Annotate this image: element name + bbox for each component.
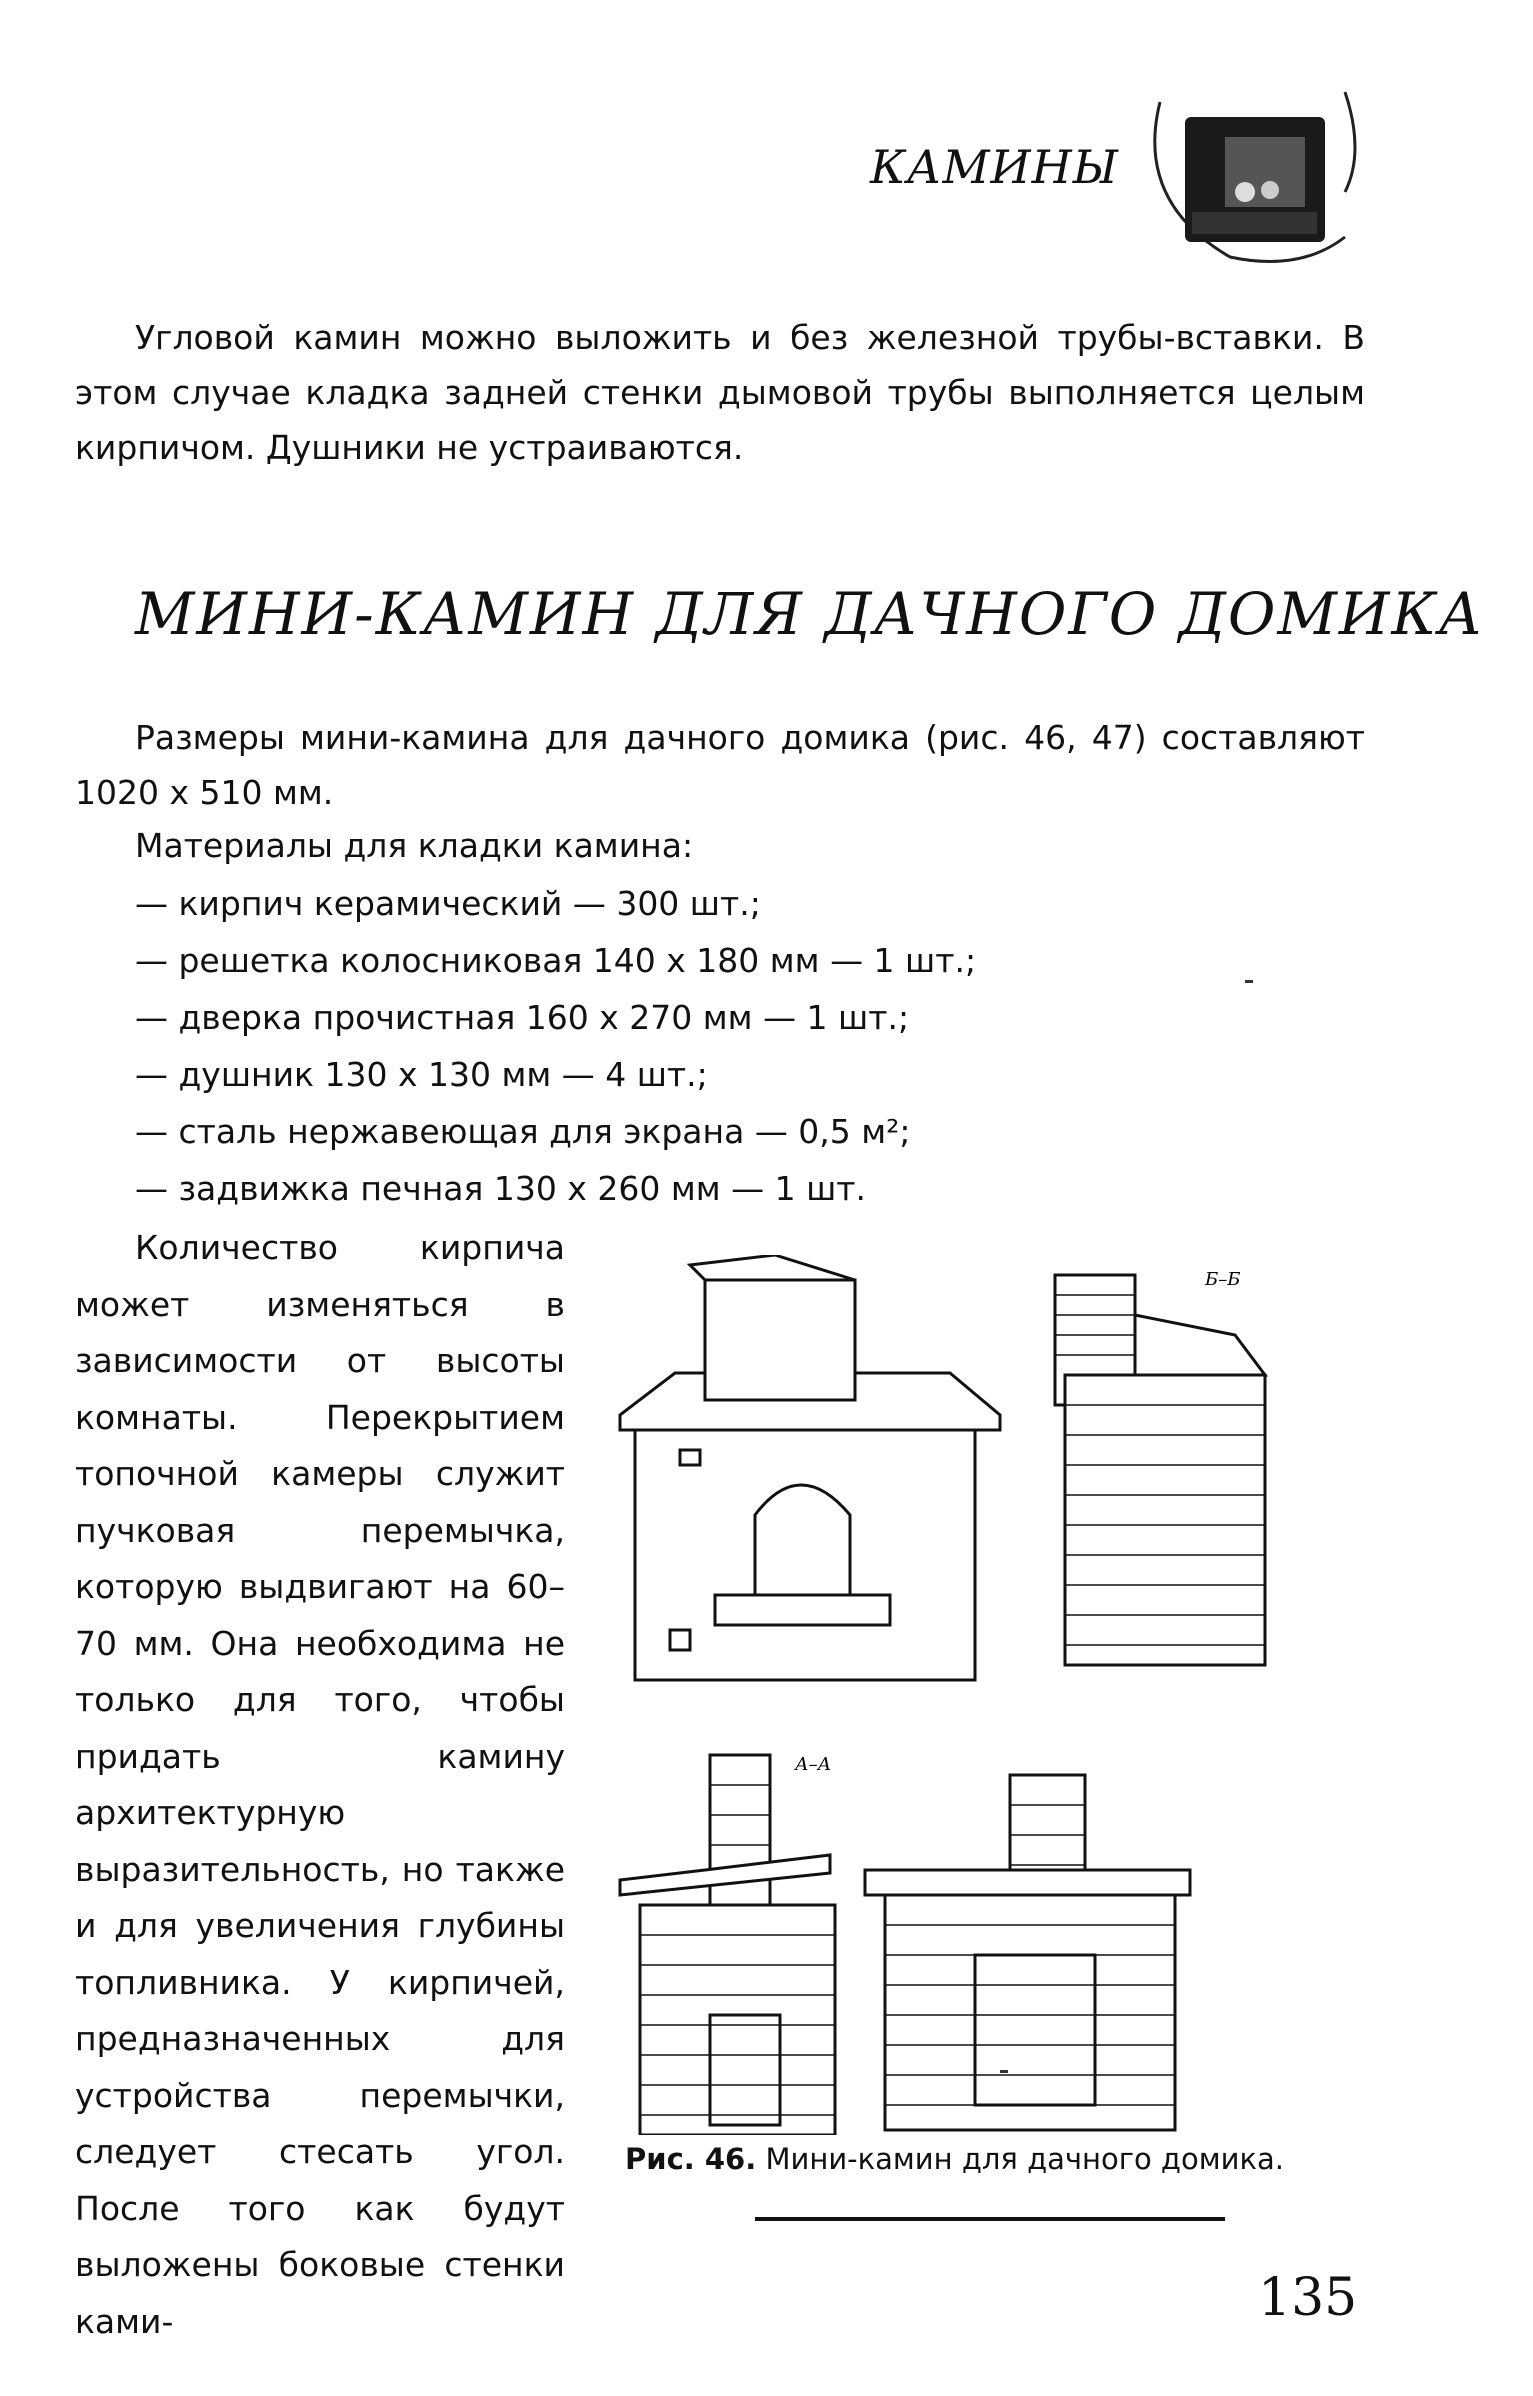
list-item: — сталь нержавеющая для экрана — 0,5 м²; (135, 1112, 911, 1151)
running-header: КАМИНЫ (870, 140, 1120, 194)
materials-heading: Материалы для кладки камина: (135, 826, 694, 865)
list-item: — задвижка печная 130 x 260 мм — 1 шт. (135, 1169, 866, 1208)
intro-paragraph: Угловой камин можно выложить и без железной трубы-вставки. В этом случае кладка задней стенки дымовой трубы выполняется целым кирпичом. Душники не устраиваются. (75, 318, 1365, 467)
print-speck (1245, 980, 1253, 983)
print-speck (1000, 2070, 1008, 2073)
list-item: — дверка прочистная 160 x 270 мм — 1 шт.; (135, 998, 910, 1037)
materials-list (135, 875, 976, 1217)
list-item: — душник 130 x 130 мм — 4 шт.; (135, 1055, 708, 1094)
fireplace-icon (1130, 72, 1360, 272)
fireplace-drawings (615, 1255, 1315, 2135)
page-number: 135 (1258, 2268, 1358, 2328)
size-paragraph: Размеры мини-камина для дачного домика (рис. 46, 47) составляют 1020 x 510 мм. (75, 718, 1365, 812)
section-label-aa: А–А (795, 1754, 832, 1775)
section-title: МИНИ-КАМИН ДЛЯ ДАЧНОГО ДОМИКА (135, 580, 1485, 648)
divider (755, 2217, 1225, 2221)
list-item: — решетка колосниковая 140 x 180 мм — 1 шт.; (135, 941, 977, 980)
list-item: — кирпич керамический — 300 шт.; (135, 884, 761, 923)
section-label-bb: Б–Б (1205, 1269, 1241, 1290)
column-text: Количество кирпича может изменяться в зависимости от высоты комнаты. Перекрытием топочной камеры служит пучковая перемычка, которую выдвигают на 60–70 мм. Она необходима не только для того, чтобы придать камину архитектурную выразительность, но также и для увеличения глубины топливника. У кирпичей, предназначенных для устройства перемычки, следует стесать угол. После того как будут выложены боковые стенки ками- (75, 1228, 565, 2341)
figure-caption: Рис. 46. Мини-камин для дачного домика. (625, 2142, 1284, 2176)
